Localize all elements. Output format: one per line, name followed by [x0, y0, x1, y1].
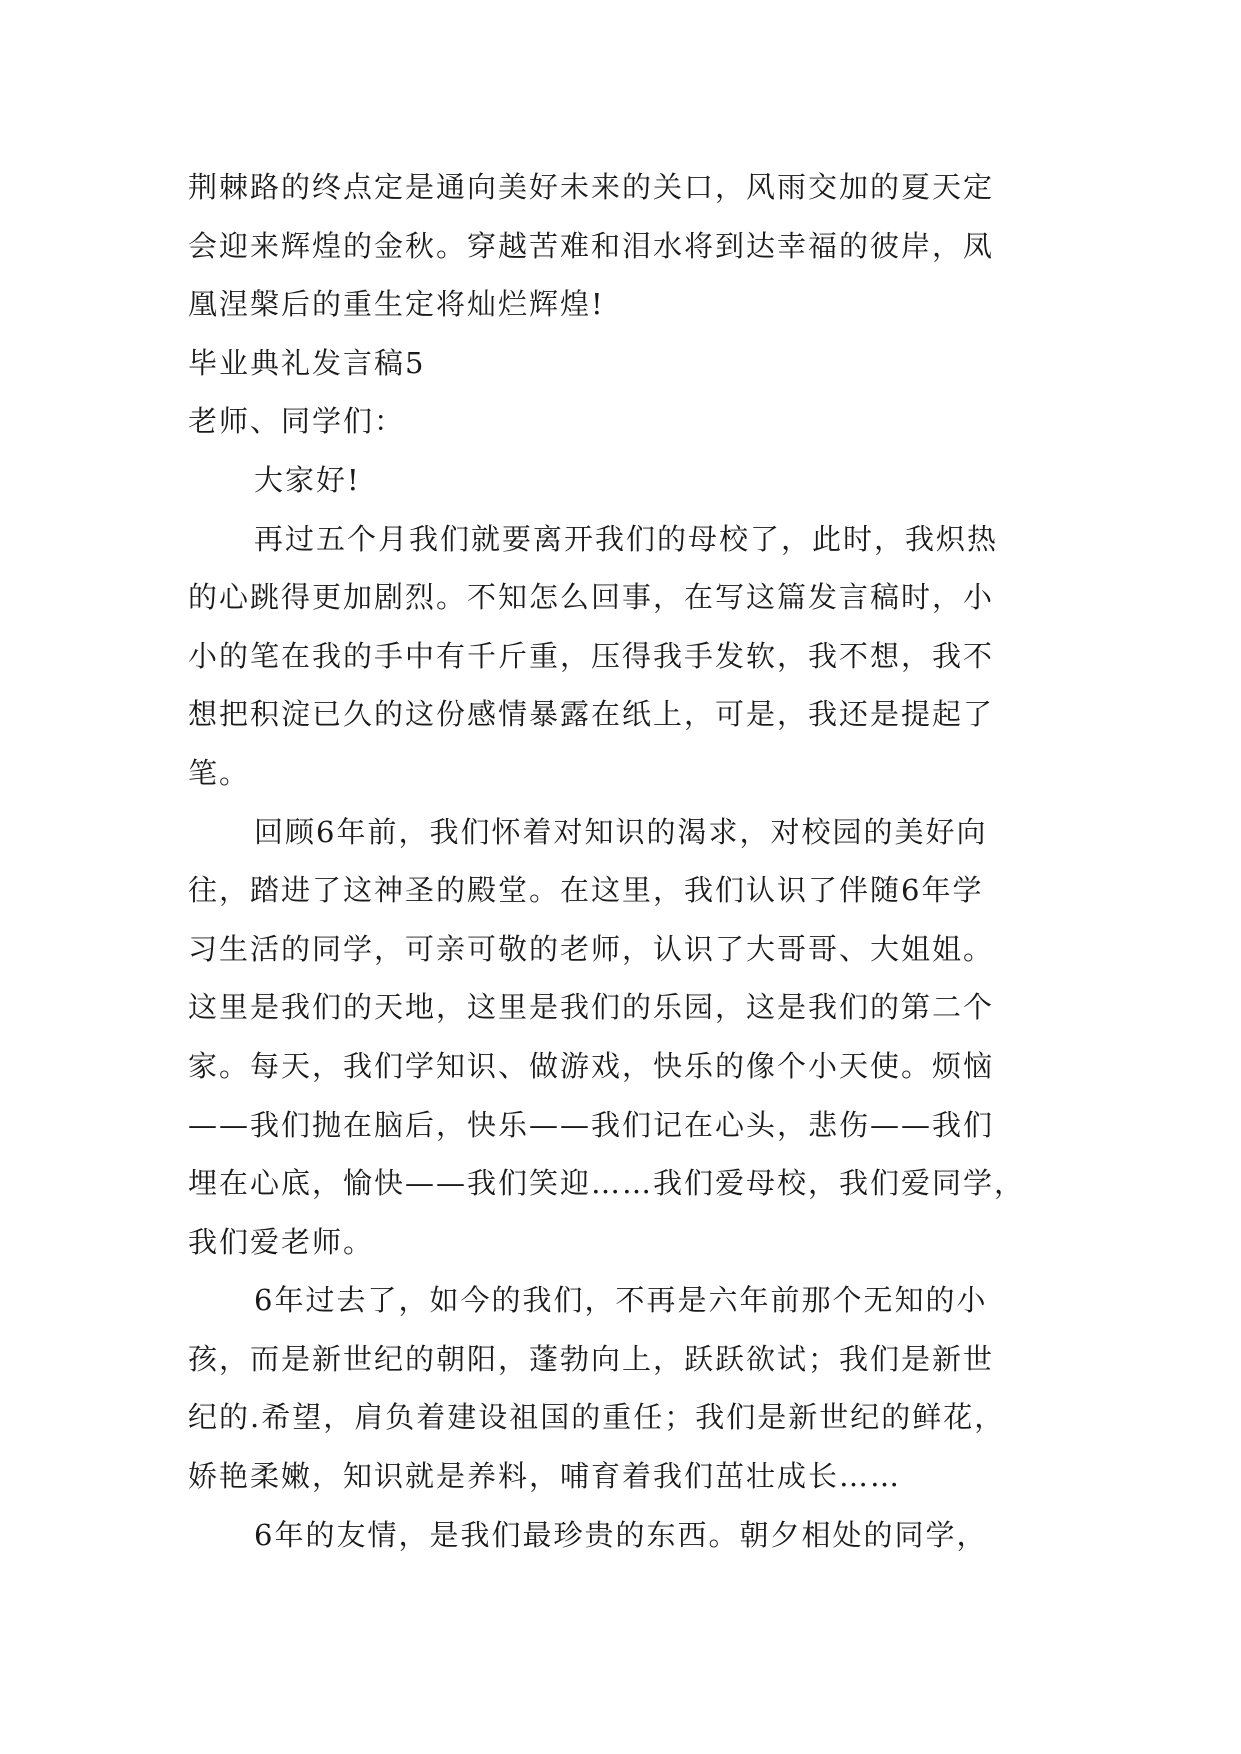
- text-line: ——我们抛在脑后，快乐——我们记在心头，悲伤——我们: [188, 1107, 995, 1142]
- document-body: [188, 158, 1068, 1564]
- text-line: 娇艳柔嫩，知识就是养料，哺育着我们茁壮成长……: [188, 1459, 902, 1494]
- text-line: 小的笔在我的手中有千斤重，压得我手发软，我不想，我不: [188, 638, 995, 673]
- text-line: 凰涅槃后的重生定将灿烂辉煌!: [188, 287, 605, 322]
- text-line: 孩，而是新世纪的朝阳，蓬勃向上，跃跃欲试；我们是新世: [188, 1341, 995, 1376]
- text-line: 回顾6年前，我们怀着对知识的渴求，对校园的美好向: [254, 814, 988, 849]
- text-line: 家。每天，我们学知识、做游戏，快乐的像个小天使。烦恼: [188, 1048, 995, 1083]
- text-line: 的心跳得更加剧烈。不知怎么回事，在写这篇发言稿时，小: [188, 580, 995, 615]
- text-line: 往，踏进了这神圣的殿堂。在这里，我们认识了伴随6年学: [188, 873, 984, 908]
- text-line: 6年过去了，如今的我们，不再是六年前那个无知的小: [254, 1283, 988, 1318]
- text-line: 会迎来辉煌的金秋。穿越苦难和泪水将到达幸福的彼岸，凤: [188, 228, 995, 263]
- text-line: 我们爱老师。: [188, 1224, 375, 1259]
- text-line: 再过五个月我们就要离开我们的母校了，此时，我炽热: [254, 521, 999, 556]
- salutation: 老师、同学们：: [188, 404, 406, 439]
- text-line: 想把积淀已久的这份感情暴露在纸上，可是，我还是提起了: [188, 697, 995, 732]
- text-line: 这里是我们的天地，这里是我们的乐园，这是我们的第二个: [188, 990, 995, 1025]
- text-line: 笔。: [188, 755, 251, 790]
- section-heading: 毕业典礼发言稿5: [188, 345, 426, 380]
- text-line: 6年的友情，是我们最珍贵的东西。朝夕相处的同学，: [254, 1517, 988, 1552]
- text-line: 埋在心底，愉快——我们笑迎……我们爱母校，我们爱同学，: [188, 1166, 1026, 1201]
- text-line: 荆棘路的终点定是通向美好未来的关口，风雨交加的夏天定: [188, 170, 995, 204]
- text-line: 纪的.希望，肩负着建设祖国的重任；我们是新世纪的鲜花，: [188, 1400, 1006, 1435]
- text-line: 习生活的同学，可亲可敬的老师，认识了大哥哥、大姐姐。: [188, 931, 995, 966]
- greeting: 大家好!: [254, 462, 361, 497]
